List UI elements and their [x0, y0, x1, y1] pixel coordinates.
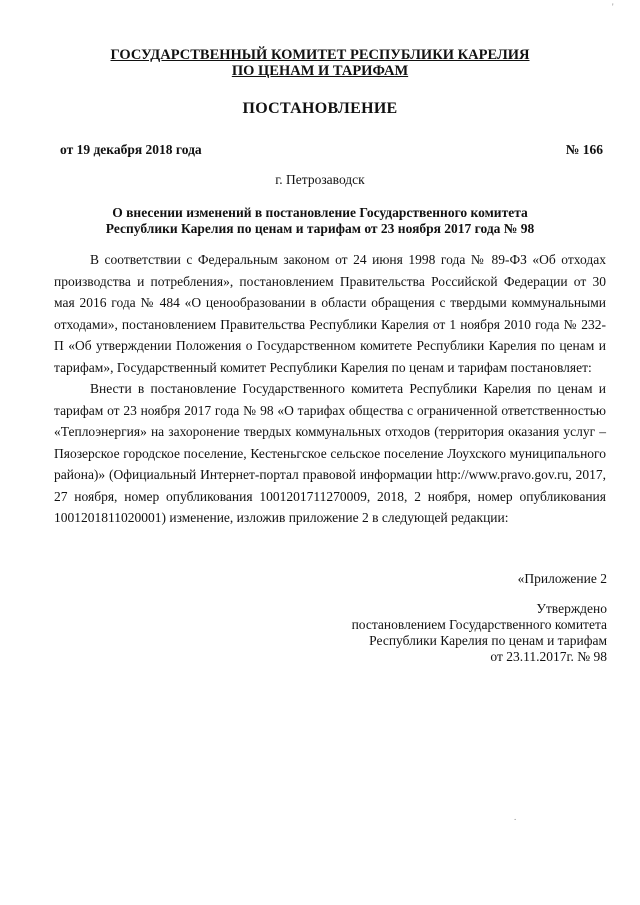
organization-name-line2: ПО ЦЕНАМ И ТАРИФАМ	[231, 63, 409, 79]
document-subject	[0, 205, 640, 237]
approval-line1: постановлением Государственного комитета	[351, 617, 607, 632]
body-paragraph-2: Внести в постановление Государственного комитета Республики Карелия по ценам и тарифам от 23 ноября 2017 года № 98 «О тарифах общества с ограниченной ответственностью «Теплоэнергия» на захоронение твердых коммунальных отходов (территория оказания услуг – Пяозерское городское поселение, Кестеньгское сельское поселение Лоухского муниципального района)» (Официальный Интернет-портал правовой информации http://www.pravo.gov.ru, 2017, 27 ноября, номер опубликования 1001201711270009, 2018, 2 ноября, номер опубликования 1001201811020001) изменение, изложив приложение 2 в следующей редакции:	[54, 381, 606, 525]
subject-line2: Республики Карелия по ценам и тарифам от 23 ноября 2017 года № 98	[105, 221, 535, 236]
organization-header	[0, 47, 640, 79]
body-paragraph-1: В соответствии с Федеральным законом от 24 июня 1998 года № 89-ФЗ «Об отходах производства и потребления», постановлением Правительства Российской Федерации от 30 мая 2016 года № 484 «О ценообразовании в области обращения с твердыми коммунальными отходами», постановлением Правительства Республики Карелия от 1 ноября 2010 года № 232-П «Об утверждении Положения о Государственном комитете Республики Карелия по ценам и тарифам», Государственный комитет Республики Карелия по ценам и тарифам постановляет:	[54, 252, 606, 375]
approval-title: Утверждено	[536, 601, 607, 616]
organization-name-line1: ГОСУДАРСТВЕННЫЙ КОМИТЕТ РЕСПУБЛИКИ КАРЕЛИЯ	[110, 47, 530, 63]
document-date: от 19 декабря 2018 года	[60, 142, 202, 157]
subject-line1: О внесении изменений в постановление Государственного комитета	[112, 205, 528, 220]
document-body	[54, 249, 606, 529]
approval-block	[352, 601, 607, 665]
approval-line2: Республики Карелия по ценам и тарифам	[369, 633, 607, 648]
scan-speck-mark: '	[612, 2, 614, 12]
document-city: г. Петрозаводск	[275, 172, 365, 187]
appendix-reference: «Приложение 2	[517, 571, 607, 586]
approval-line3: от 23.11.2017г. № 98	[490, 649, 607, 664]
document-type-title: ПОСТАНОВЛЕНИЕ	[242, 100, 398, 117]
document-number: № 166	[565, 142, 603, 157]
scan-speck-mark: .	[514, 812, 517, 822]
